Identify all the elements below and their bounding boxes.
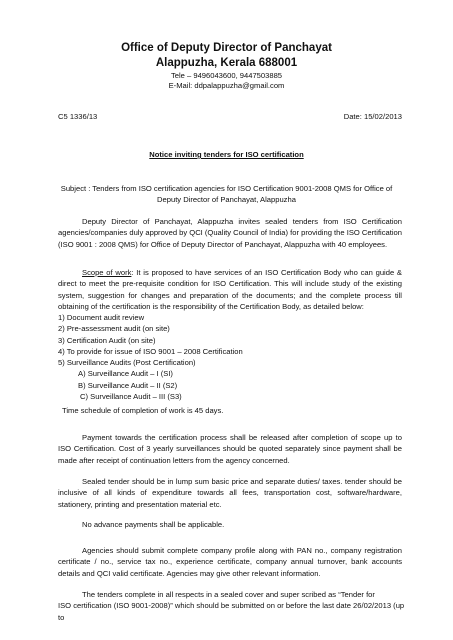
list-item: 3) Certification Audit (on site) [58,335,156,345]
office-address: Alappuzha, Kerala 688001 [155,57,298,69]
tenders-line-1: The tenders complete in all respects in a sealed cover and super scribed as “Tender for [82,590,375,599]
document-date: Date: 15/02/2013 [343,112,402,121]
reference-number: C5 1336/13 [58,112,98,121]
notice-title: Notice inviting tenders for ISO certification [149,150,304,159]
intro-paragraph: Deputy Director of Panchayat, Alappuzha invites sealed tenders from ISO Certification agencies/companies duly approved by QCI (Quality Council of India) for providing the ISO Certification (ISO 9001 : 2008 QMS) for Office of Deputy Director of Panchayat, Alappuzha with 40 employees. [58,217,402,249]
email-line: E-Mail: ddpalappuzha@gmail.com [168,81,285,90]
payment-paragraph: Payment towards the certification process shall be released after completion of scope up to ISO Certification. Cost of 3 yearly surveillances should be quoted separately since payment shall be made after receipt of continuation letters from the agency concerned. [58,433,402,465]
list-item: 5) Surveillance Audits (Post Certification) [58,358,196,368]
scope-paragraph [58,267,402,312]
list-item: 4) To provide for issue of ISO 9001 – 2008 Certification [58,346,243,356]
list-item: 1) Document audit review [58,313,145,322]
subject-line-2: Deputy Director of Panchayat, Alappuzha [157,195,296,205]
list-subitem: B) Surveillance Audit – II (S2) [78,380,178,390]
list-subitem: C) Surveillance Audit – III (S3) [80,392,182,402]
list-subitem: A) Surveillance Audit – I (SI) [78,369,173,379]
list-item: 2) Pre-assessment audit (on site) [58,324,170,334]
schedule-line: Time schedule of completion of work is 45 days. [62,406,224,415]
sealed-tender-paragraph: Sealed tender should be in lump sum basic price and separate duties/ taxes. tender should be inclusive of all kinds of expenditure towards all fees, transportation cost, software/hardware, stationery, printing and presentation material etc. [58,477,402,509]
scope-heading: Scope of work [82,268,132,277]
scope-list [58,312,402,402]
scope-text: : It is proposed to have services of an ISO Certification Body who can guide & direct to meet the pre-requisite condition for ISO Certification. This will include study of the existing system, suggestion for changes and preparation of the documents; and the complete process till obtaining of the certification is the responsibility of the Certification Body, as detailed below: [58,268,402,311]
subject-block [40,183,413,206]
tenders-line-3: to [58,612,65,622]
agencies-paragraph: Agencies should submit complete company profile along with PAN no., company registration certificate / no., service tax no., experience certificate, company annual turnover, bank accounts details and QCI valid certificate. Agencies may give other relevant information. [58,546,402,578]
office-title: Office of Deputy Director of Panchayat [121,42,332,54]
subject-line-1: Subject : Tenders from ISO certification agencies for ISO Certification 9001-2008 QMS for Office of [60,184,393,193]
phone-line: Tele – 9496043600, 9447503885 [170,71,283,80]
tenders-paragraph [58,589,405,623]
advance-line: No advance payments shall be applicable. [82,520,225,529]
tenders-line-2: ISO certification (ISO 9001-2008)” which should be submitted on or before the last date 26/02/2013 (up [58,601,405,611]
